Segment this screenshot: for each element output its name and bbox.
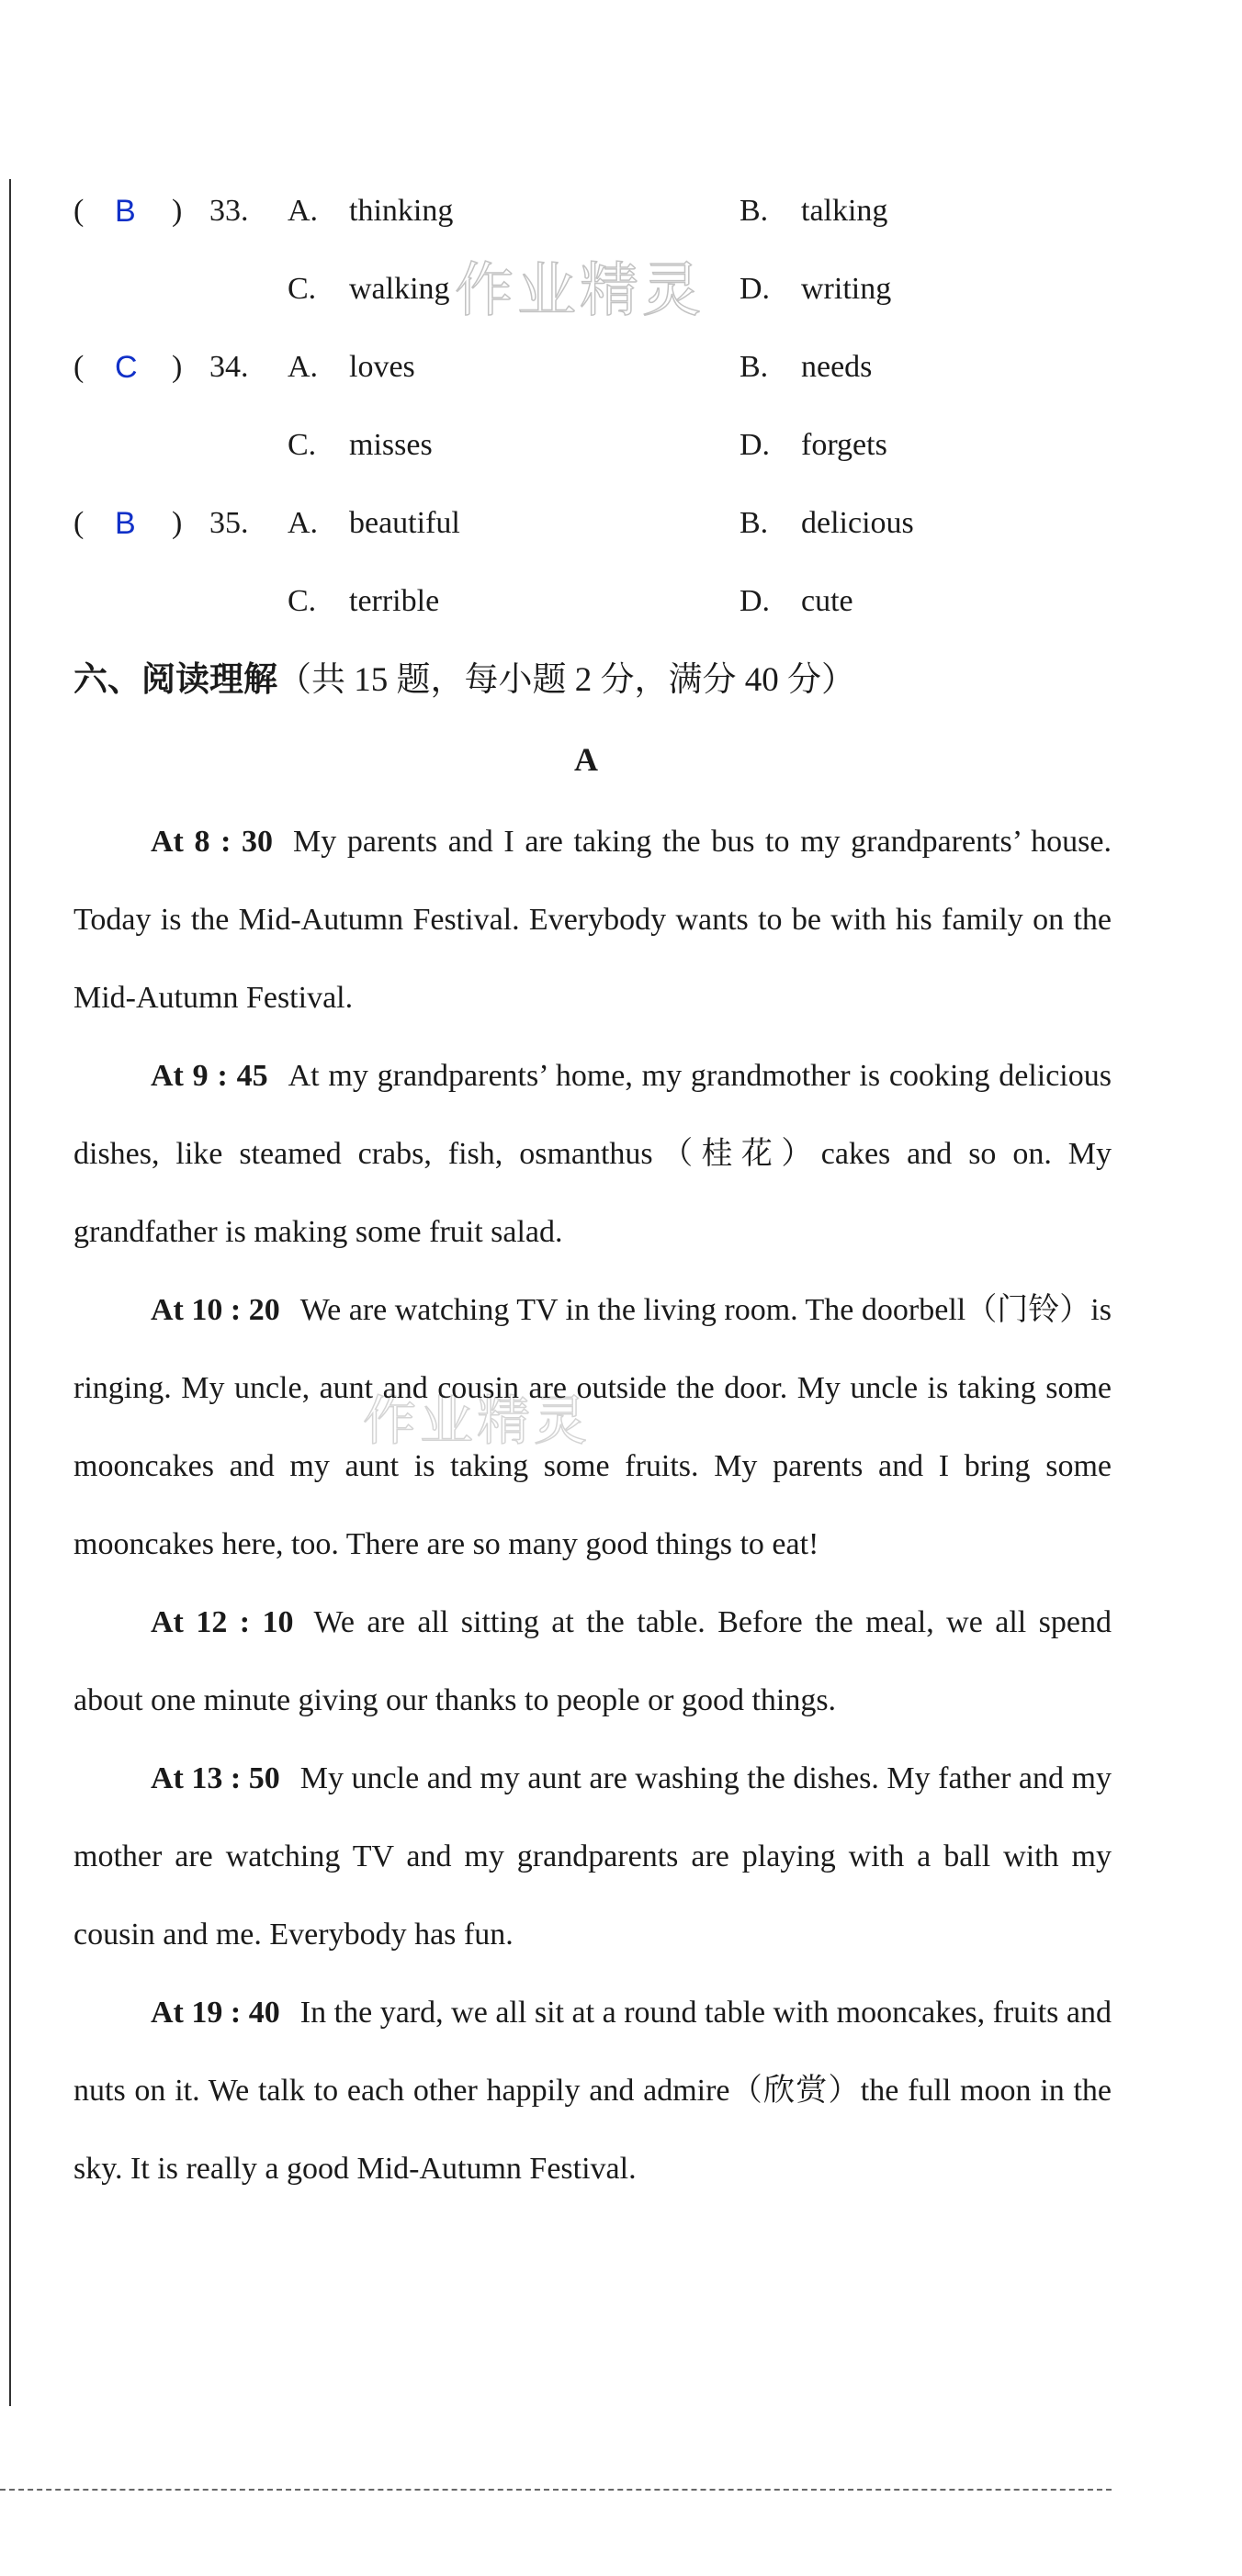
option-letter: A. <box>288 194 319 228</box>
option-letter: B. <box>740 350 769 384</box>
paragraph-time: At 12 : 10 <box>151 1605 294 1639</box>
option-text: beautiful <box>349 506 460 540</box>
option-text: writing <box>801 272 892 306</box>
option-letter: B. <box>740 506 769 540</box>
passage-paragraph <box>73 803 1112 1037</box>
passage-paragraph <box>73 1271 1112 1583</box>
option-letter: C. <box>288 428 317 462</box>
paragraph-text: In the yard, we all sit at a round table with mooncakes, fruits and nuts on it. We talk to each other happily and admire（欣赏）the full moon in the sky. It is really a good Mid-Autumn Festival. <box>73 1996 1112 2186</box>
question-number: 34. <box>209 350 249 384</box>
option-text: thinking <box>349 194 454 228</box>
paragraph-time: At 19 : 40 <box>151 1996 280 2030</box>
option-text: talking <box>801 194 888 228</box>
paragraph-time: At 9 : 45 <box>151 1059 268 1093</box>
section-info: （共 15 题，每小题 2 分，满分 40 分） <box>277 661 855 699</box>
option-letter: A. <box>288 350 319 384</box>
answer-33: B <box>115 194 136 229</box>
option-text: cute <box>801 584 853 618</box>
option-text: forgets <box>801 428 887 462</box>
passage-body <box>73 803 1112 2208</box>
passage-title: A <box>574 741 598 778</box>
watermark-top: 作业精灵 <box>455 257 705 325</box>
passage-paragraph <box>73 1037 1112 1271</box>
paragraph-text: My parents and I are taking the bus to my grandparents’ house. Today is the Mid-Autumn Festival. Everybody wants to be with his family on the Mid-Autumn Festival. <box>73 825 1112 1015</box>
passage-paragraph <box>73 1974 1112 2208</box>
passage-paragraph <box>73 1583 1112 1739</box>
paragraph-time: At 10 : 20 <box>151 1293 280 1327</box>
paragraph-text: My uncle and my aunt are washing the dishes. My father and my mother are watching TV and my grandparents are playing with a ball with my cousin and me. Everybody has fun. <box>73 1761 1112 1952</box>
option-text: loves <box>349 350 415 384</box>
option-letter: D. <box>740 584 771 618</box>
option-letter: B. <box>740 194 769 228</box>
watermark-middle: 作业精灵 <box>363 1389 592 1452</box>
answer-34: C <box>115 350 138 385</box>
paragraph-time: At 8 : 30 <box>151 825 274 859</box>
option-letter: C. <box>288 272 317 306</box>
option-letter: A. <box>288 506 319 540</box>
section-heading: 六、阅读理解 <box>73 659 277 699</box>
paragraph-time: At 13 : 50 <box>151 1761 280 1795</box>
paragraph-text: At my grandparents’ home, my grandmother is cooking delicious dishes, like steamed crabs, fish, osmanthus（桂花）cakes and so on. My grandfather is making some fruit salad. <box>73 1059 1112 1249</box>
option-text: walking <box>349 272 450 306</box>
left-margin-rule <box>9 179 11 2406</box>
question-number: 33. <box>209 194 249 228</box>
question-number: 35. <box>209 506 249 540</box>
answer-35: B <box>115 506 136 541</box>
option-letter: D. <box>740 272 771 306</box>
passage-paragraph <box>73 1739 1112 1974</box>
option-text: delicious <box>801 506 914 540</box>
option-text: misses <box>349 428 433 462</box>
option-text: needs <box>801 350 873 384</box>
bottom-dashed-rule <box>0 2489 1112 2491</box>
option-text: terrible <box>349 584 440 618</box>
option-letter: D. <box>740 428 771 462</box>
paragraph-text: We are all sitting at the table. Before the meal, we all spend about one minute giving our thanks to people or good things. <box>73 1605 1112 1717</box>
paragraph-text: We are watching TV in the living room. The doorbell（门铃）is ringing. My uncle, aunt and cousin are outside the door. My uncle is taking some mooncakes and my aunt is taking some fruits. My parents and I bring some mooncakes here, too. There are so many good things to eat! <box>73 1293 1112 1561</box>
section-title <box>73 659 855 701</box>
option-letter: C. <box>288 584 317 618</box>
